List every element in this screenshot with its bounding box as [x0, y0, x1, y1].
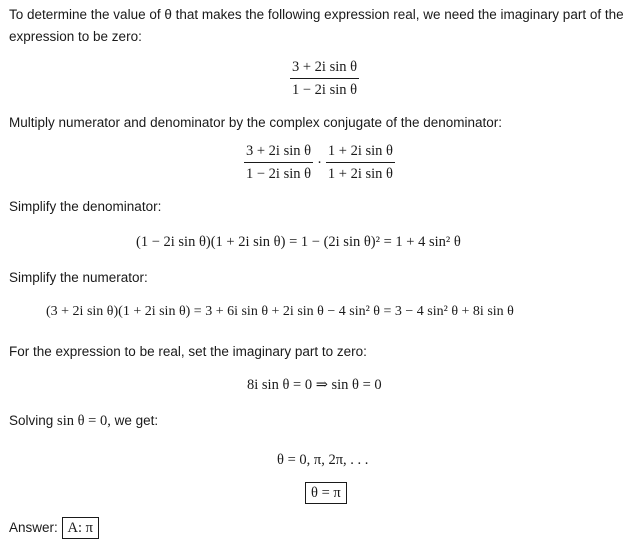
solving-math: sin θ = 0, [57, 413, 111, 429]
conjugate-right-denominator: 1 + 2i sin θ [327, 166, 393, 182]
step-real-text: For the expression to be real, set the imaginary part to zero: [9, 344, 367, 359]
expression-fraction [290, 58, 359, 99]
conjugate-product [244, 142, 395, 183]
theta-values: θ = 0, π, 2π, . . . [277, 452, 369, 468]
solving-suffix: we get: [114, 413, 159, 428]
intro-line-1: To determine the value of θ that makes the following expression real, we need the imaginary part of the [9, 7, 624, 22]
conjugate-right-fraction [326, 142, 395, 183]
step-multiply-text: Multiply numerator and denominator by the complex conjugate of the denominator: [9, 115, 503, 130]
multiplication-dot: · [317, 154, 322, 171]
step-numerator-text: Simplify the numerator: [9, 270, 148, 285]
expression-denominator: 1 − 2i sin θ [292, 82, 358, 98]
denominator-equation: (1 − 2i sin θ)(1 + 2i sin θ) = 1 − (2i sin θ)² = 1 + 4 sin² θ [136, 234, 461, 250]
step-denominator-text: Simplify the denominator: [9, 199, 162, 214]
conjugate-left-denominator: 1 − 2i sin θ [246, 166, 312, 182]
theta-boxed-value: θ = π [305, 482, 347, 504]
answer-line [9, 517, 99, 539]
expression-numerator: 3 + 2i sin θ [290, 58, 359, 79]
answer-boxed-value: A: π [62, 517, 99, 539]
theta-boxed-result [305, 482, 347, 504]
solving-prefix: Solving [9, 413, 54, 428]
answer-label: Answer: [9, 520, 58, 535]
conjugate-right-numerator: 1 + 2i sin θ [326, 142, 395, 163]
intro-line-2: expression to be zero: [9, 29, 142, 44]
imaginary-zero-equation: 8i sin θ = 0 ⇒ sin θ = 0 [247, 377, 382, 393]
conjugate-left-numerator: 3 + 2i sin θ [244, 142, 313, 163]
numerator-equation: (3 + 2i sin θ)(1 + 2i sin θ) = 3 + 6i sin θ + 2i sin θ − 4 sin² θ = 3 − 4 sin² θ + 8i sin θ [46, 304, 514, 319]
solving-line [9, 411, 158, 431]
conjugate-left-fraction [244, 142, 313, 183]
